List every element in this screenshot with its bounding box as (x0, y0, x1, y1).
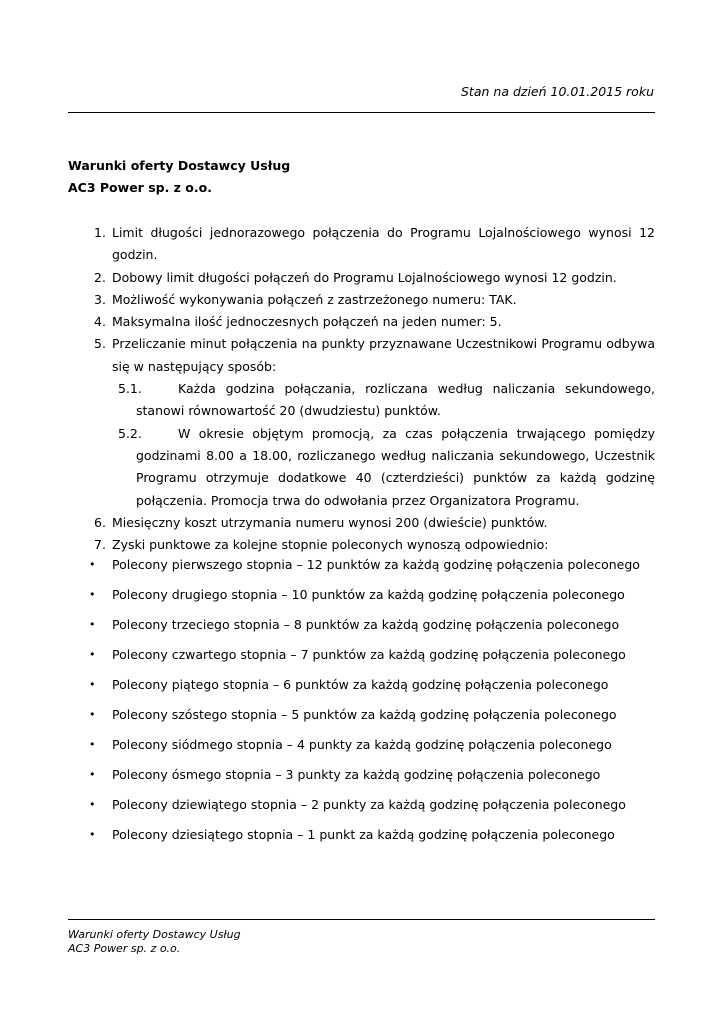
bullet-text: Polecony dziewiątego stopnia – 2 punkty za każdą godzinę połączenia poleconego (112, 797, 626, 812)
header-date: Stan na dzień 10.01.2015 roku (461, 84, 654, 99)
item-number: 7. (94, 537, 106, 553)
item-text: Maksymalna ilość jednoczesnych połączeń na jeden numer: 5. (112, 314, 502, 330)
sub-item-first-word: W (178, 425, 191, 441)
bullet-icon: • (89, 618, 96, 631)
sub-item-first-word: Każda (178, 381, 216, 397)
bullet-item (0, 584, 724, 614)
footer-company: AC3 Power sp. z o.o. (68, 942, 181, 955)
bullet-text: Polecony szóstego stopnia – 5 punktów za każdą godzinę połączenia poleconego (112, 707, 617, 722)
sub-item-number: 5.2. (118, 425, 142, 441)
sub-list-item (0, 423, 724, 512)
bullet-icon: • (89, 648, 96, 661)
list-item (0, 311, 724, 333)
bullet-text: Polecony czwartego stopnia – 7 punktów za każdą godzinę połączenia poleconego (112, 647, 626, 662)
bullet-item (0, 704, 724, 734)
bullet-item (0, 644, 724, 674)
bullet-item (0, 734, 724, 764)
item-text: Dobowy limit długości połączeń do Programu Lojalnościowego wynosi 12 godzin. (112, 269, 617, 285)
sub-item-text: okresie objętym promocją, za czas połączenia trwającego pomiędzy godzinami 8.00 a 18.00, rozliczanego według naliczania sekundowego, Uczestnik Programu otrzymuje dodatkowe 40 (czterdzieści) punktów za każdą godzinę połączenia. Promocja trwa do odwołania przez Organizatora Programu. (136, 425, 655, 508)
sub-item-text: godzina połączania, rozliczana według naliczania sekundowego, stanowi równowartość 20 (dwudziestu) punktów. (136, 381, 655, 419)
sub-list-item (0, 378, 724, 423)
bullet-item (0, 794, 724, 824)
bullet-item (0, 554, 724, 584)
item-text: Możliwość wykonywania połączeń z zastrzeżonego numeru: TAK. (112, 291, 517, 307)
bullet-icon: • (89, 678, 96, 691)
bullet-item (0, 824, 724, 854)
item-text: Miesięczny koszt utrzymania numeru wynosi 200 (dwieście) punktów. (112, 514, 548, 530)
item-number: 6. (94, 514, 106, 530)
bullet-text: Polecony siódmego stopnia – 4 punkty za każdą godzinę połączenia poleconego (112, 737, 612, 752)
bullet-text: Polecony trzeciego stopnia – 8 punktów za każdą godzinę połączenia poleconego (112, 617, 620, 632)
terms-list (0, 222, 724, 556)
item-text: Zyski punktowe za kolejne stopnie poleconych wynoszą odpowiednio: (112, 537, 549, 553)
list-item (0, 267, 724, 289)
bullet-icon: • (89, 768, 96, 781)
company-name: AC3 Power sp. z o.o. (68, 180, 212, 195)
item-number: 2. (94, 269, 106, 285)
bullet-text: Polecony drugiego stopnia – 10 punktów za każdą godzinę połączenia poleconego (112, 587, 625, 602)
footer-title: Warunki oferty Dostawcy Usług (68, 928, 241, 941)
document-title: Warunki oferty Dostawcy Usług (68, 158, 291, 173)
list-item (0, 222, 724, 267)
bullet-icon: • (89, 738, 96, 751)
bullet-text: Polecony ósmego stopnia – 3 punkty za każdą godzinę połączenia poleconego (112, 767, 601, 782)
header-divider (68, 112, 655, 113)
bullet-icon: • (89, 798, 96, 811)
bullet-text: Polecony piątego stopnia – 6 punktów za każdą godzinę połączenia poleconego (112, 677, 609, 692)
bullet-item (0, 614, 724, 644)
bullet-item (0, 674, 724, 704)
bullet-text: Polecony dziesiątego stopnia – 1 punkt za każdą godzinę połączenia poleconego (112, 827, 615, 842)
sub-item-number: 5.1. (118, 381, 142, 397)
item-number: 3. (94, 291, 106, 307)
bullet-text: Polecony pierwszego stopnia – 12 punktów za każdą godzinę połączenia poleconego (112, 557, 640, 572)
referral-bullet-list (0, 554, 724, 854)
footer-divider (68, 919, 655, 920)
list-item (0, 333, 724, 378)
item-text: Przeliczanie minut połączenia na punkty przyznawane Uczestnikowi Programu odbywa się w następujący sposób: (112, 336, 655, 374)
bullet-icon: • (89, 708, 96, 721)
list-item (0, 289, 724, 311)
bullet-icon: • (89, 588, 96, 601)
bullet-icon: • (89, 558, 96, 571)
item-number: 1. (94, 225, 106, 240)
list-item (0, 512, 724, 534)
bullet-item (0, 764, 724, 794)
item-number: 5. (94, 336, 106, 352)
bullet-icon: • (89, 828, 96, 841)
item-number: 4. (94, 314, 106, 330)
item-text: Limit długości jednorazowego połączenia do Programu Lojalnościowego wynosi 12 godzin. (112, 225, 655, 263)
